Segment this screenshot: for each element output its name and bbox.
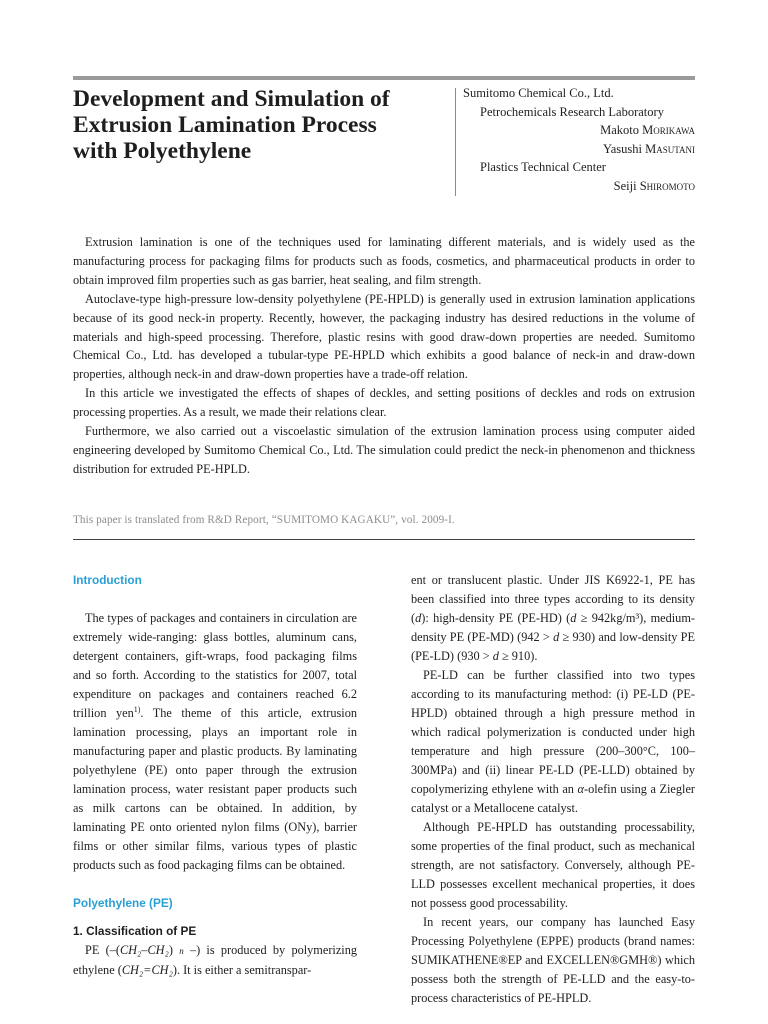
author-1: Makoto Morikawa xyxy=(600,123,695,137)
title-line-2: Extrusion Lamination Process xyxy=(73,112,377,138)
author-2: Yasushi Masutani xyxy=(602,141,695,156)
center-name: Plastics Technical Center xyxy=(480,160,606,174)
eppe-paragraph: In recent years, our company has launched Easy Processing Polyethylene (EPPE) products (brand names: SUMIKATHENE®EP and EXCELLEN®GMH®) which possess both the strength of PE-LLD and the easy-to-process characteristics of PE-HPLD. xyxy=(411,915,695,1005)
subsection-heading: 1. Classification of PE xyxy=(73,924,197,938)
affiliation-divider xyxy=(455,88,456,196)
classification-paragraph: PE-LD can be further classified into two types according to its manufacturing method: (i) PE-LD (PE-HPLD) obtained through a high pressure method in which radical polymerization is conducted under high temperature and high pressure (200–300°C, 100–300MPa) and (ii) linear PE-LD (PE-LLD) obtained by copolymerizing ethylene with an α-olefin using a Ziegler catalyst or a Metallocene catalyst. xyxy=(411,668,696,815)
abstract-paragraph: In this article we investigated the effects of shapes of deckles, and setting positions of deckles and rods on extrusion processing properties. As a result, we made their relations clear. xyxy=(73,386,695,420)
article-title xyxy=(73,86,443,164)
abstract-paragraph: Extrusion lamination is one of the techniques used for laminating different materials, and is widely used as the manufacturing process for packaging films for products such as foods, cosmetics, and pharmaceutical products in order to obtain improved film properties such as gas barrier, heat sealing, and film strength. xyxy=(73,235,695,287)
left-column xyxy=(73,571,357,980)
intro-paragraph: The types of packages and containers in circulation are extremely wide-ranging: glass bottles, aluminum cans, detergent containers, gift-wraps, food packaging films and so forth. According to the statistics for 2007, total expenditure on packages and containers reached 6.2 trillion yen$^{1)}$. The theme of this article, extrusion lamination processing, plays an important role in manufacturing paper and plastic products. By laminating polyethylene (PE) onto paper through the extrusion lamination process, water resistant paper products such as milk cartons can be obtained. In addition, by laminating PE onto oriented nylon films (ONy), barrier films or other similar films, various types of plastic products such as food packaging films can be obtained. xyxy=(73,611,357,872)
affiliation-block xyxy=(463,84,695,195)
abstract-paragraph: Autoclave-type high-pressure low-density polyethylene (PE-HPLD) is generally used in extrusion lamination applications because of its good neck-in property. Recently, however, the packaging industry has desired reductions in the volume of materials and high-speed processing. Therefore, plastic resins with good draw-down properties are needed. Sumitomo Chemical Co., Ltd. has developed a tubular-type PE-HPLD which exhibits a good balance of neck-in and draw-down properties, although neck-in and draw-down properties have a trade-off relation. xyxy=(73,291,695,382)
title-line-1: Development and Simulation of xyxy=(73,86,390,112)
processability-paragraph: Although PE-HPLD has outstanding processability, some properties of the final product, such as mechanical strength, are not satisfactory. Conversely, although PE-LLD possesses excellent mechanical properties, it does not possess good processability. xyxy=(411,820,695,910)
lab-name: Petrochemicals Research Laboratory xyxy=(480,104,664,119)
abstract xyxy=(73,233,695,479)
top-rule xyxy=(73,76,695,80)
pe-heading: Polyethylene (PE) xyxy=(73,896,173,910)
intro-heading: Introduction xyxy=(73,573,142,587)
density-paragraph: ent or translucent plastic. Under JIS K6922-1, PE has been classified into three types according to its density (d): high-density PE (PE-HD) (d ≥ 942kg/m³), medium-density PE (PE-MD) (942 > d ≥ 930) and low-density PE (PE-LD) (930 > d ≥ 910). xyxy=(411,573,695,663)
company-name: Sumitomo Chemical Co., Ltd. xyxy=(463,86,614,100)
citation-ref: 1) xyxy=(133,704,141,714)
pe-paragraph: PE (–(CH₂–CH₂) n –) is produced by polymerizing ethylene (CH₂=CH₂). It is either a semitranspar- xyxy=(73,943,358,977)
translation-note: This paper is translated from R&D Report, “SUMITOMO KAGAKU”, vol. 2009-I. xyxy=(73,514,455,526)
title-line-3: with Polyethylene xyxy=(73,138,252,164)
author-3: Seiji Shiromoto xyxy=(613,178,695,193)
section-rule xyxy=(73,539,695,540)
right-column xyxy=(411,571,695,1008)
abstract-paragraph: Furthermore, we also carried out a viscoelastic simulation of the extrusion lamination process using computer aided engineering developed by Sumitomo Chemical Co., Ltd. The simulation could predict the neck-in phenomenon and thickness distribution for extruded PE-HPLD. xyxy=(73,424,695,476)
